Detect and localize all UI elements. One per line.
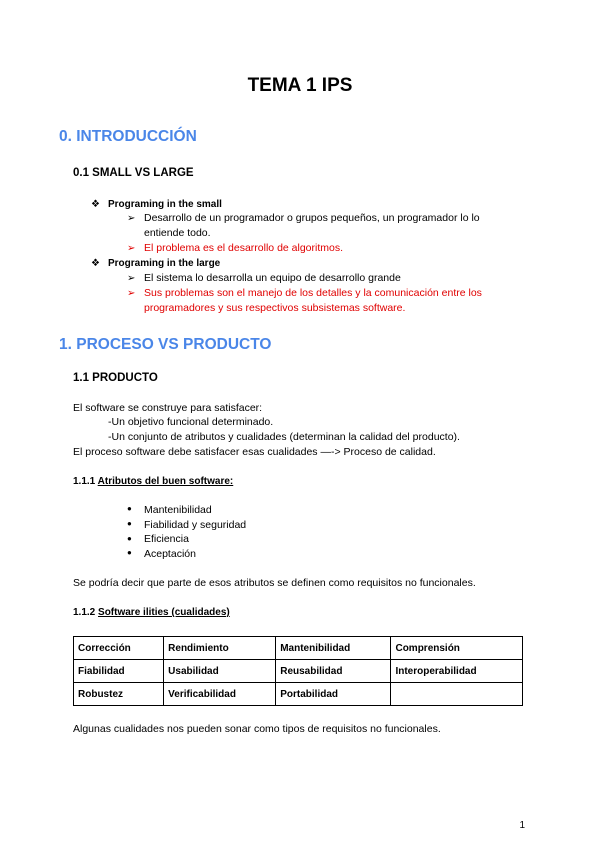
note-nonfunctional: Se podría decir que parte de esos atributos se definen como requisitos no funcionales.: [73, 577, 476, 589]
document-title: TEMA 1 IPS: [247, 75, 353, 96]
small-label: Programing in the small: [108, 199, 222, 210]
body-line-2: -Un objetivo funcional determinado.: [108, 416, 274, 428]
arrow-bullet-icon: ➢: [127, 243, 136, 254]
page-number: 1: [519, 820, 525, 831]
attribute-item: Eficiencia: [144, 533, 189, 545]
small-item-1: Desarrollo de un programador o grupos pequeños, un programador lo lo: [144, 212, 480, 224]
table-row: [74, 660, 523, 683]
table-cell: Rendimiento: [164, 637, 276, 660]
subsection-0-1-heading: 0.1 SMALL VS LARGE: [73, 167, 194, 179]
table-cell: Usabilidad: [164, 660, 276, 683]
large-label: Programing in the large: [108, 258, 221, 269]
table-cell: Reusabilidad: [276, 660, 391, 683]
large-item-1: El sistema lo desarrolla un equipo de desarrollo grande: [144, 272, 401, 284]
arrow-bullet-icon: ➢: [127, 213, 136, 224]
dot-bullet-icon: ●: [127, 504, 132, 513]
arrow-bullet-icon: ➢: [127, 273, 136, 284]
subsection-number: 1.1.2: [73, 607, 96, 618]
body-line-1: El software se construye para satisfacer:: [73, 402, 263, 414]
qualities-table: [73, 636, 523, 706]
subsection-1-1-1-heading: [73, 476, 233, 487]
table-cell: Interoperabilidad: [391, 660, 523, 683]
large-item-2-cont: programadores y sus respectivos subsistemas software.: [144, 302, 406, 314]
dot-bullet-icon: ●: [127, 519, 132, 528]
table-cell: Robustez: [74, 683, 164, 706]
attribute-item: Fiabilidad y seguridad: [144, 519, 247, 531]
diamond-bullet-icon: ❖: [91, 199, 100, 210]
table-row: [74, 637, 523, 660]
subsection-1-1-heading: 1.1 PRODUCTO: [73, 372, 158, 384]
attribute-item: Mantenibilidad: [144, 504, 212, 516]
attribute-item: Aceptación: [144, 548, 196, 560]
table-cell: Verificabilidad: [164, 683, 276, 706]
table-cell: Fiabilidad: [74, 660, 164, 683]
subsection-1-1-2-heading: [73, 607, 230, 618]
table-cell: Portabilidad: [276, 683, 391, 706]
arrow-bullet-icon: ➢: [127, 288, 136, 299]
dot-bullet-icon: ●: [127, 548, 132, 557]
table-cell: Corrección: [74, 637, 164, 660]
section-0-heading: 0. INTRODUCCIÓN: [59, 128, 197, 145]
dot-bullet-icon: ●: [127, 534, 132, 543]
diamond-bullet-icon: ❖: [91, 258, 100, 269]
body-line-3: -Un conjunto de atributos y cualidades (determinan la calidad del producto).: [108, 431, 460, 443]
note-qualities: Algunas cualidades nos pueden sonar como tipos de requisitos no funcionales.: [73, 723, 441, 735]
table-cell: Mantenibilidad: [276, 637, 391, 660]
small-item-1-cont: entiende todo.: [144, 227, 211, 239]
small-item-2: El problema es el desarrollo de algoritmos.: [144, 242, 344, 254]
table-cell: [391, 683, 523, 706]
subsection-number: 1.1.1: [73, 476, 96, 487]
section-1-heading: 1. PROCESO VS PRODUCTO: [59, 336, 272, 353]
subsection-title: Software ilities (cualidades): [98, 607, 230, 618]
table-row: [74, 683, 523, 706]
table-cell: Comprensión: [391, 637, 523, 660]
large-item-2: Sus problemas son el manejo de los detalles y la comunicación entre los: [144, 287, 482, 299]
subsection-title: Atributos del buen software:: [97, 476, 234, 487]
body-line-4: El proceso software debe satisfacer esas cualidades —-> Proceso de calidad.: [73, 446, 436, 458]
